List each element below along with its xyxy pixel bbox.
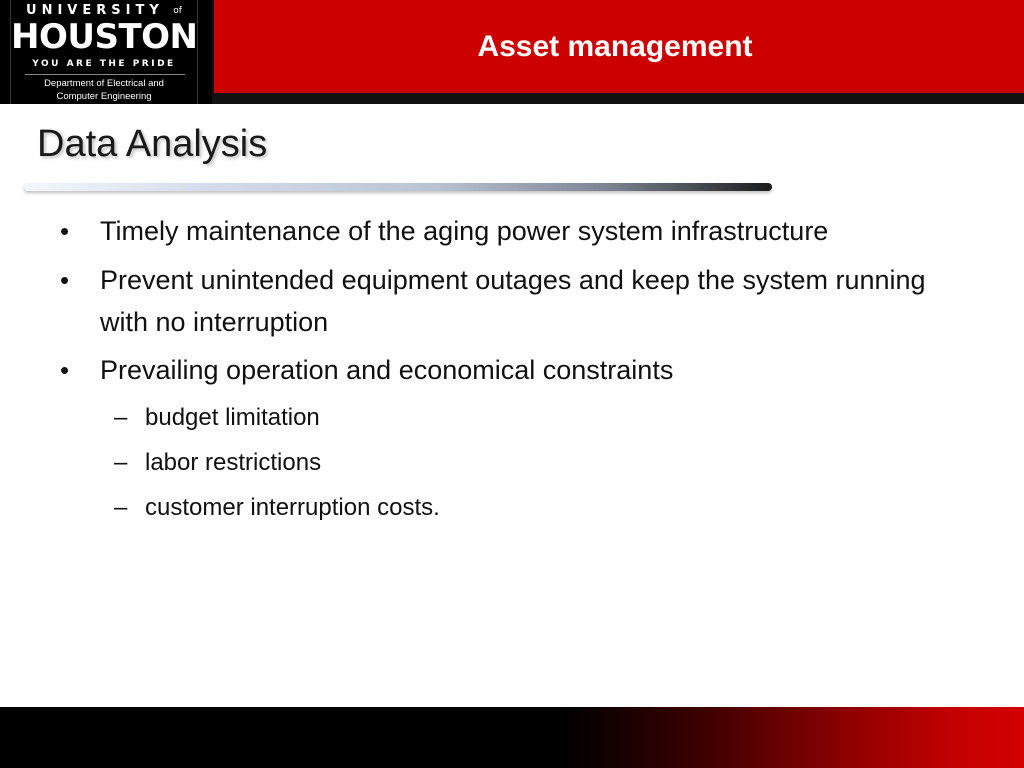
- logo-houston-text: HOUSTON: [11, 17, 198, 57]
- sub-bullet-text: customer interruption costs.: [145, 494, 440, 521]
- slide-title: Data Analysis: [37, 123, 268, 165]
- sub-bullet-marker: –: [114, 494, 128, 521]
- bullet-marker: •: [60, 265, 70, 295]
- bullet-text: Prevent unintended equipment outages and keep the system running with no interruption: [100, 265, 926, 337]
- bullet-text: Timely maintenance of the aging power system infrastructure: [100, 216, 829, 246]
- department-name: [11, 77, 197, 103]
- bullet-text: Prevailing operation and economical constraints: [100, 355, 674, 385]
- logo-divider: [25, 74, 185, 75]
- logo-tagline: YOU ARE THE PRIDE: [32, 59, 176, 69]
- sub-bullet-text: budget limitation: [145, 404, 320, 431]
- logo-university-text: UNIVERSITY $^{of}$: [26, 3, 182, 18]
- bullet-marker: •: [60, 216, 70, 246]
- banner-title: Asset management: [477, 30, 753, 63]
- red-banner: [214, 0, 1024, 93]
- sub-bullet-marker: –: [114, 449, 128, 476]
- header-bar: [0, 0, 1024, 104]
- title-underline: [24, 183, 772, 191]
- sub-bullet-marker: –: [114, 404, 128, 431]
- footer-bar: [0, 707, 1024, 768]
- department-line-1: Department of Electrical and: [44, 78, 164, 89]
- university-logo: [10, 0, 198, 104]
- logo-of-text: of: [173, 6, 182, 16]
- bullet-marker: •: [60, 355, 70, 385]
- sub-bullet-text: labor restrictions: [145, 449, 322, 476]
- logo-block: [0, 0, 212, 104]
- department-line-2: Computer Engineering: [56, 91, 152, 102]
